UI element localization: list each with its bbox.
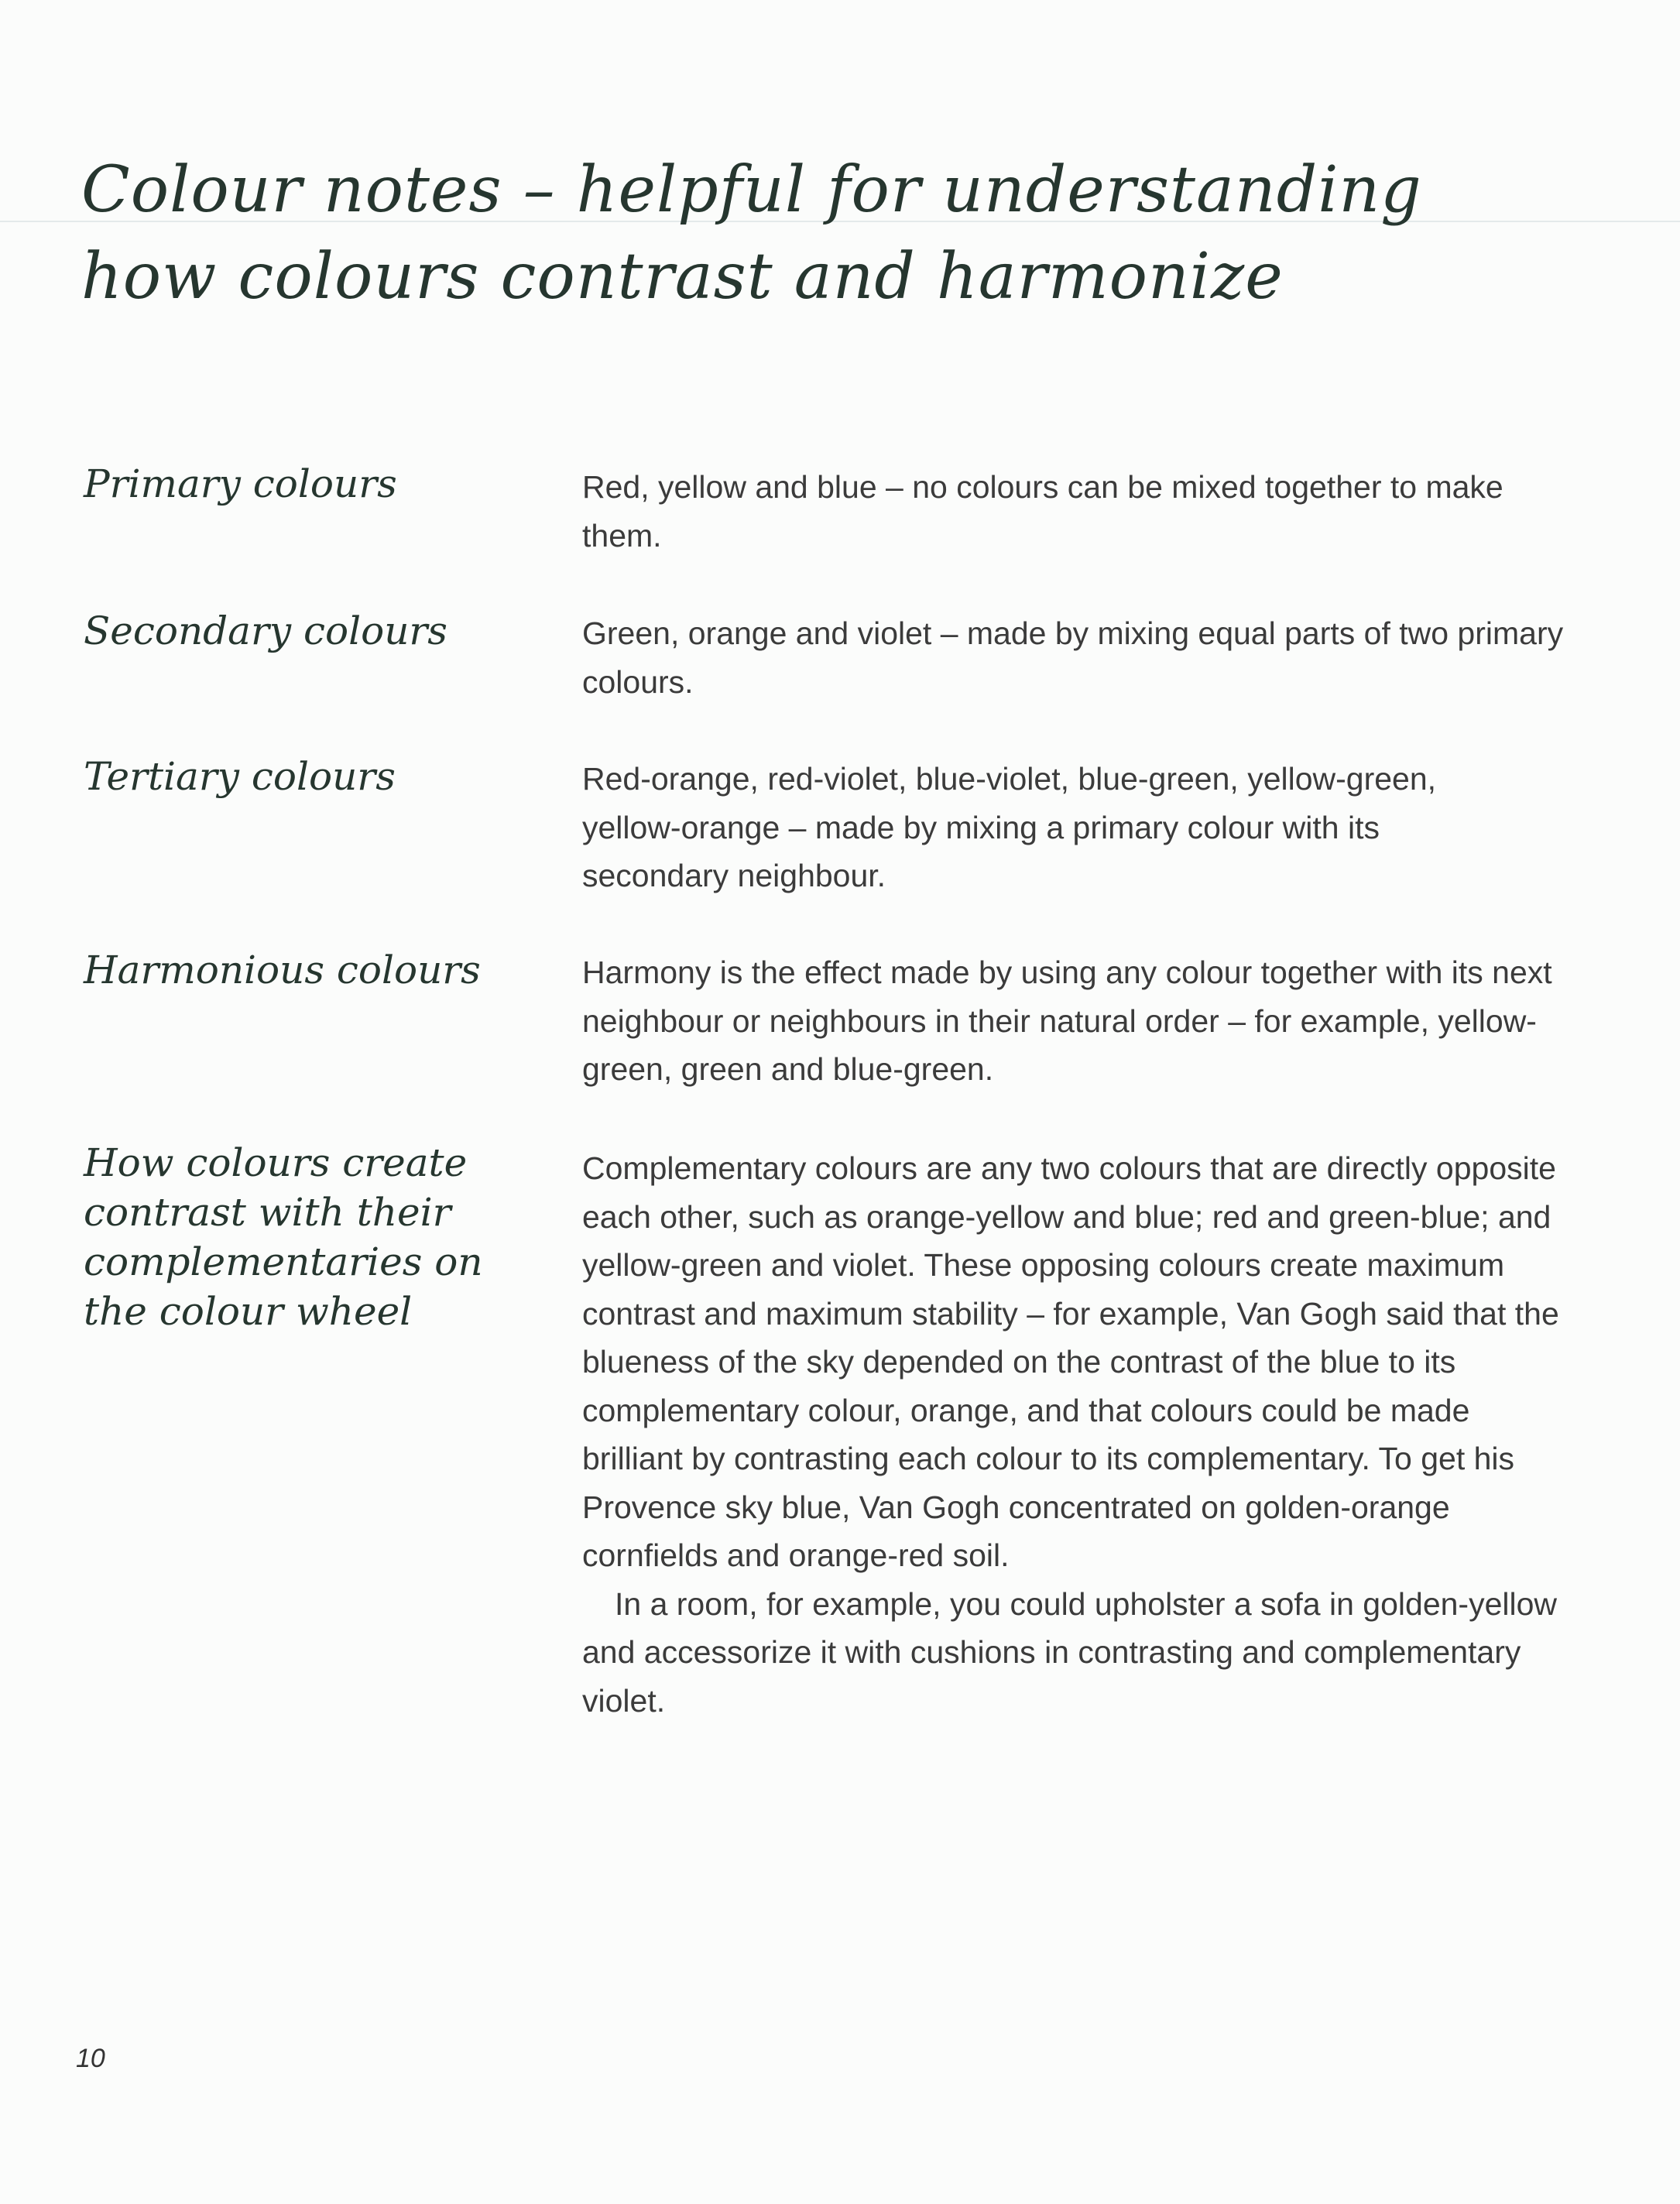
section-body-secondary	[582, 609, 1573, 706]
paragraph: Red, yellow and blue – no colours can be mixed together to make them.	[582, 469, 1503, 554]
section-label-primary: Primary colours	[84, 461, 397, 506]
section-body-harmonious	[582, 948, 1573, 1094]
section-body-complementaries	[582, 1144, 1573, 1725]
page-title	[81, 147, 1422, 320]
page-number: 10	[76, 2044, 105, 2073]
section-body-primary	[582, 463, 1573, 560]
paragraph: Complementary colours are any two colours that are directly opposite each other, such as orange-yellow and blue; red and green-blue; and yellow-green and violet. These opposing colours create maximum contrast and maximum stability – for example, Van Gogh said that the blueness of the sky depended on the contrast of the blue to its complementary colour, orange, and that colours could be made brilliant by contrasting each colour to its complementary. To get his Provence sky blue, Van Gogh concentrated on golden-orange cornfields and orange-red soil.	[582, 1150, 1559, 1573]
paragraph: Red-orange, red-violet, blue-violet, blue-green, yellow-green, yellow-orange – made by mixing a primary colour with its secondary neighbour.	[582, 761, 1437, 893]
paragraph: In a room, for example, you could upholster a sofa in golden-yellow and accessorize it with cushions in contrasting and complementary violet.	[582, 1585, 1558, 1719]
section-label-harmonious: Harmonious colours	[84, 948, 481, 992]
title-line-1: Colour notes – helpful for understanding	[81, 153, 1422, 227]
section-label-secondary: Secondary colours	[84, 608, 447, 653]
section-body-tertiary	[582, 755, 1511, 900]
section-label-complementaries: How colours create contrast with their complementaries on the colour wheel	[84, 1140, 483, 1334]
title-line-2: how colours contrast and harmonize	[81, 240, 1284, 314]
paragraph: Green, orange and violet – made by mixing equal parts of two primary colours.	[582, 615, 1564, 700]
section-label-tertiary: Tertiary colours	[84, 754, 396, 799]
paragraph: Harmony is the effect made by using any colour together with its next neighbour or neighbours in their natural order – for example, yellow-green, green and blue-green.	[582, 955, 1552, 1087]
